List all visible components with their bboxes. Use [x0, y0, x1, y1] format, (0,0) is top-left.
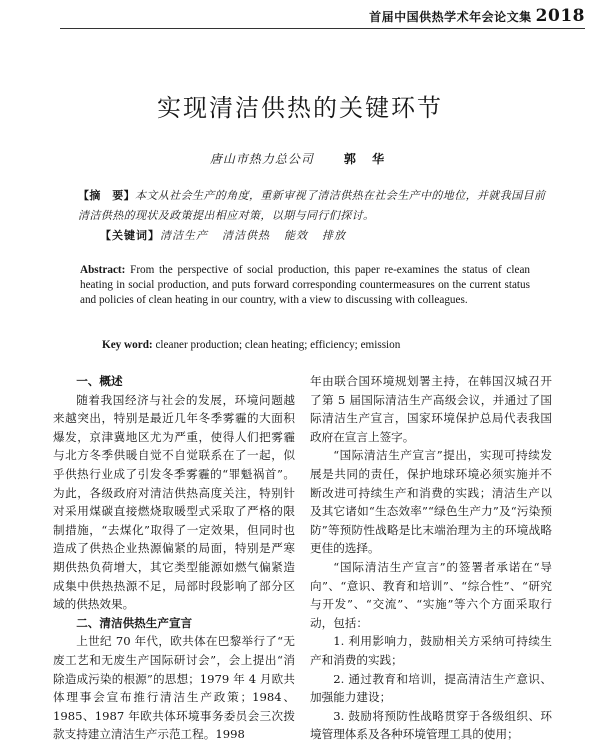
body-paragraph: 上世纪 70 年代，欧共体在巴黎举行了“无废工艺和无废生产国际研讨会”，会上提出“消除造成污染的根源”的思想；1979 年 4 月欧共体理事会宣布推行清洁生产政策；1984、1985、1987 年欧共体环境事务委员会三次拨款支持建立清洁生产示范工程。1998 [53, 634, 295, 742]
english-keywords-text: cleaner production; clean heating; efficiency; emission [155, 339, 401, 351]
list-item: 1. 利用影响力，鼓励相关方采纳可持续生产和消费的实践； [310, 634, 552, 667]
chinese-keywords [100, 226, 550, 246]
author-line [0, 150, 600, 167]
keyword: 清洁生产 [160, 229, 208, 242]
left-column [53, 372, 295, 744]
body-paragraph: “国际清洁生产宣言”提出，实现可持续发展是共同的责任，保护地球环境必须实施并不断改进可持续生产和消费的实践；清洁生产以及其它诸如“生态效率”“绿色生产力”及“污染预防”等预防性战略是比末端治理为主的环境战略更佳的选择。 [310, 448, 552, 556]
keyword: 排放 [322, 229, 346, 242]
body-paragraph: 年由联合国环境规划署主持，在韩国汉城召开了第 5 届国际清洁生产高级会议，并通过了国际清洁生产宣言，国家环境保护总局代表我国政府在宣言上签字。 [310, 374, 552, 444]
section-heading: 一、概述 [76, 374, 123, 388]
keywords-label: 【关键词】 [100, 229, 160, 242]
list-item: 2. 通过教育和培训，提高清洁生产意识、加强能力建设； [310, 671, 552, 705]
english-abstract-text: From the perspective of social production, this paper re-examines the status of clean heating in social production, and puts forward corresponding countermeasures on the current status and policies of clean heating in our country, with a view to discussing with colleagues. [80, 264, 531, 306]
year-label: 2018 [535, 6, 585, 26]
keyword: 清洁供热 [222, 229, 270, 242]
paper-title: 实现清洁供热的关键环节 [157, 94, 443, 122]
abstract-label: 【摘 要】 [78, 189, 135, 202]
english-abstract [80, 263, 530, 308]
list-item: 3. 鼓励将预防性战略贯穿于各级组织、环境管理体系及各种环境管理工具的使用； [310, 708, 552, 742]
series-title: 首届中国供热学术年会论文集 [369, 10, 532, 24]
abstract-text: 本文从社会生产的角度，重新审视了清洁供热在社会生产中的地位，并就我国目前清洁供热的现状及政策提出相应对策，以期与同行们探讨。 [78, 189, 546, 222]
right-column [310, 372, 552, 744]
chinese-abstract [78, 186, 548, 226]
body-paragraph: “国际清洁生产宣言”的签署者承诺在“导向”、“意识、教育和培训”、“综合性”、“研究与开发”、“交流”、“实施”等六个方面采取行动，包括： [310, 559, 552, 630]
keyword: 能效 [284, 229, 308, 242]
author-name: 郭 华 [343, 152, 391, 166]
running-header [0, 6, 585, 26]
english-abstract-label: Abstract: [80, 264, 126, 276]
body-paragraph: 随着我国经济与社会的发展，环境问题越来越突出，特别是最近几年冬季雾霾的大面积爆发，京津冀地区尤为严重，使得人们把雾霾与北方冬季供暖自觉不自觉联系在了一起，似乎供热行业成了引发冬季雾霾的“罪魁祸首”。为此，各级政府对清洁供热高度关注，特别针对采用煤碳直接燃烧取暖型式采取了严格的限制措施，“去煤化”取得了一定效果，但同时也造成了供热企业热源偏紧的局面，特别是严寒期供热负荷增大，其它类型能源如燃气偏紧造成集中供热热源不足，局部时段影响了部分区域的供热效果。 [53, 392, 295, 612]
section-heading: 二、清洁供热生产宣言 [76, 615, 193, 630]
english-keywords [102, 338, 542, 353]
affiliation: 唐山市热力总公司 [209, 152, 314, 166]
english-keywords-label: Key word: [102, 339, 153, 351]
header-rule [60, 28, 585, 29]
